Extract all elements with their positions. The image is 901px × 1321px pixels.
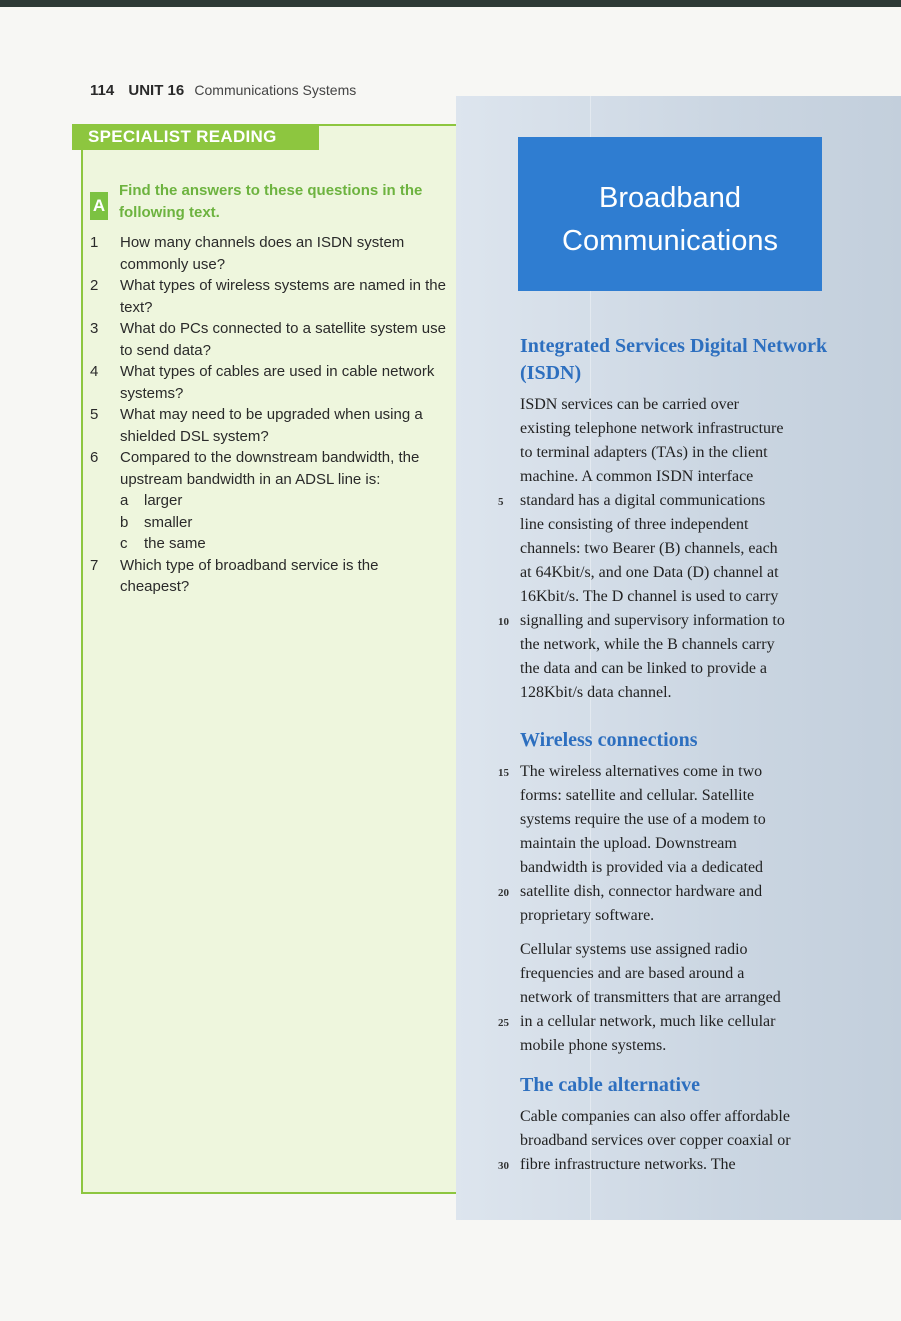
text-line: ISDN services can be carried over [520, 396, 740, 413]
specialist-reading-banner: SPECIALIST READING [72, 124, 319, 150]
text-line: standard has a digital communications [520, 492, 766, 509]
text-line: existing telephone network infrastructure [520, 420, 784, 437]
question-number: 7 [90, 556, 99, 574]
task-letter-badge: A [90, 192, 108, 220]
article-paragraph [498, 393, 835, 705]
text-line: the network, while the B channels carry [520, 636, 775, 653]
question-item [90, 555, 450, 598]
article-body [498, 333, 835, 1177]
option-letter: b [120, 513, 129, 531]
question-text: What do PCs connected to a satellite system use to send data? [120, 320, 446, 359]
text-line: satellite dish, connector hardware and [520, 883, 763, 900]
question-number: 2 [90, 277, 99, 294]
article-title-line: Communications [562, 225, 778, 257]
text-line: maintain the upload. Downstream [520, 835, 737, 852]
text-line: fibre infrastructure networks. The [520, 1156, 736, 1173]
text-line: 16Kbit/s. The D channel is used to carry [520, 588, 779, 605]
text-line: broadband services over copper coaxial or [520, 1132, 791, 1149]
text-line: channels: two Bearer (B) channels, each [520, 540, 778, 557]
article-paragraph [498, 938, 835, 1058]
question-number: 5 [90, 406, 99, 423]
question-text: What may need to be upgraded when using a shielded DSL system? [120, 406, 423, 445]
page-header [90, 82, 356, 99]
answer-options [120, 490, 450, 555]
section-heading: Integrated Services Digital Network (ISDN) [520, 335, 828, 384]
text-line-block [498, 1153, 835, 1177]
text-line: 128Kbit/s data channel. [520, 684, 672, 701]
question-text: What types of wireless systems are named in the text? [120, 277, 446, 316]
option-letter: c [120, 535, 128, 552]
text-line: proprietary software. [520, 907, 655, 924]
line-number: 10 [498, 616, 509, 628]
question-item [90, 404, 450, 447]
question-item [90, 318, 450, 361]
text-line: the data and can be linked to provide a [520, 660, 768, 677]
question-number: 3 [90, 320, 99, 337]
section-heading: Wireless connections [520, 729, 698, 751]
line-number: 20 [498, 887, 509, 899]
line-number: 25 [498, 1017, 509, 1029]
text-line: to terminal adapters (TAs) in the client [520, 444, 768, 461]
text-line-block [498, 760, 835, 784]
text-line: forms: satellite and cellular. Satellite [520, 787, 755, 804]
top-edge-bar [0, 0, 901, 7]
article-title-box [518, 137, 822, 291]
text-line: bandwidth is provided via a dedicated [520, 859, 764, 876]
text-line: mobile phone systems. [520, 1037, 667, 1054]
question-text: What types of cables are used in cable network systems? [120, 363, 435, 402]
question-text: How many channels does an ISDN system commonly use? [120, 234, 405, 273]
text-line: in a cellular network, much like cellular [520, 1013, 776, 1030]
option-text: the same [144, 535, 206, 552]
option-text: smaller [144, 513, 193, 531]
page-number: 114 [90, 82, 115, 99]
article-title-line: Broadband [599, 182, 741, 214]
question-item [90, 361, 450, 404]
text-line: at 64Kbit/s, and one Data (D) channel at [520, 564, 779, 581]
text-line: systems require the use of a modem to [520, 811, 766, 828]
text-line: frequencies and are based around a [520, 965, 745, 982]
question-number: 6 [90, 449, 99, 466]
text-line: Cable companies can also offer affordable [520, 1108, 790, 1125]
text-line: network of transmitters that are arranged [520, 989, 781, 1006]
text-line-block [498, 489, 835, 513]
option-text: larger [144, 492, 183, 509]
question-number: 4 [90, 363, 99, 380]
text-line-block [498, 1010, 835, 1034]
unit-label: UNIT 16 [128, 82, 185, 99]
question-list [90, 232, 450, 598]
option-letter: a [120, 492, 129, 509]
line-number: 15 [498, 767, 509, 779]
text-line: Cellular systems use assigned radio [520, 941, 748, 958]
article-paragraph [498, 1105, 835, 1177]
unit-title: Communications Systems [194, 82, 357, 98]
question-text: Compared to the downstream bandwidth, the upstream bandwidth in an ADSL line is: [120, 449, 420, 488]
answer-option [120, 512, 450, 534]
line-number: 30 [498, 1160, 509, 1172]
text-line: line consisting of three independent [520, 516, 749, 533]
question-number: 1 [90, 234, 99, 251]
text-line: machine. A common ISDN interface [520, 468, 754, 485]
answer-option [120, 533, 450, 555]
text-line: signalling and supervisory information to [520, 612, 785, 629]
text-line-block [498, 609, 835, 633]
line-number: 5 [498, 496, 504, 508]
article-paragraph [498, 760, 835, 928]
question-text: Which type of broadband service is the cheapest? [120, 556, 379, 595]
question-body [120, 447, 450, 555]
answer-option [120, 490, 450, 512]
text-line-block [498, 880, 835, 904]
question-item [90, 275, 450, 318]
question-item [90, 232, 450, 275]
section-heading: The cable alternative [520, 1074, 700, 1096]
question-item [90, 447, 450, 555]
text-line: The wireless alternatives come in two [520, 763, 763, 780]
task-instruction: Find the answers to these questions in the following text. [119, 182, 423, 221]
